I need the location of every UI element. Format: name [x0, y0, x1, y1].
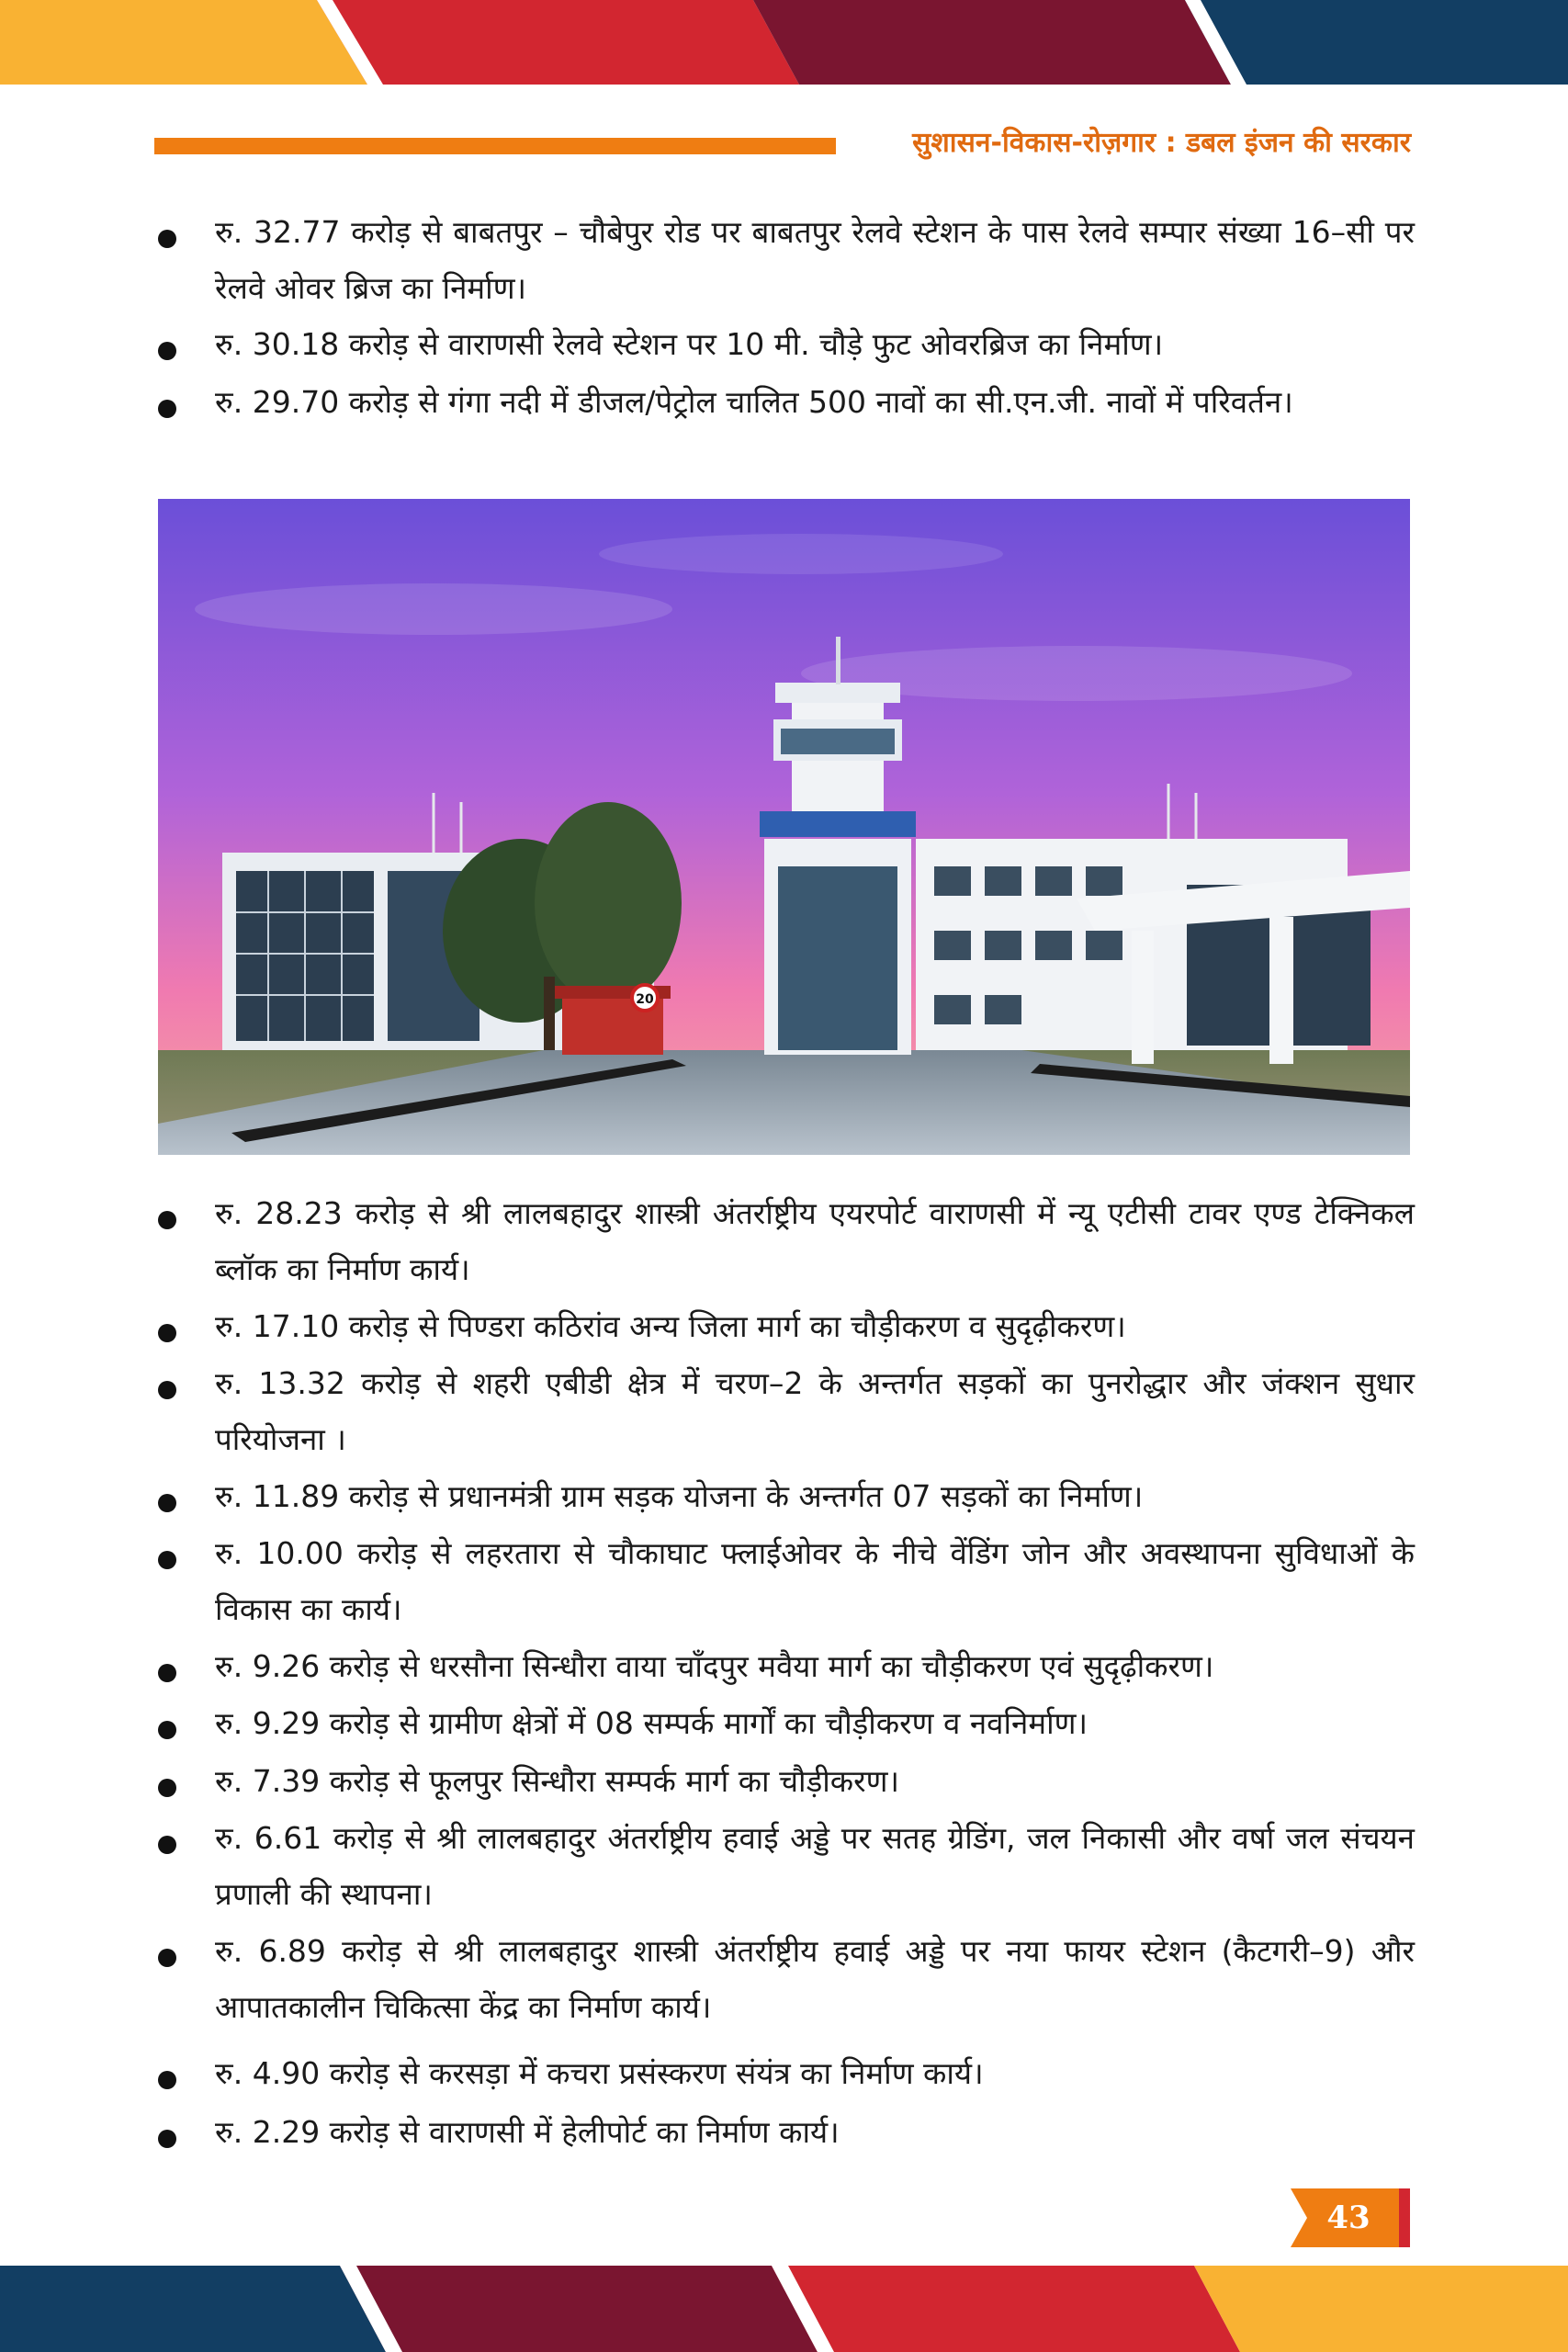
list-item-text: रु. 7.39 करोड़ से फूलपुर सिन्धौरा सम्पर्क मार्ग का चौड़ीकरण। — [215, 1763, 899, 1799]
bullet-icon — [158, 1664, 176, 1682]
list-item-text: रु. 4.90 करोड़ से करसड़ा में कचरा प्रसंस्करण संयंत्र का निर्माण कार्य। — [215, 2055, 984, 2091]
bullet-icon — [158, 342, 176, 360]
bullet-icon — [158, 1211, 176, 1229]
bullet-icon — [158, 2071, 176, 2089]
bullet-icon — [158, 400, 176, 418]
list-item-text: रु. 9.29 करोड़ से ग्रामीण क्षेत्रों में 08 सम्पर्क मार्गों का चौड़ीकरण व नवनिर्माण। — [215, 1705, 1089, 1741]
page-number: 43 — [1326, 2199, 1371, 2236]
list-item-text: रु. 11.89 करोड़ से प्रधानमंत्री ग्राम सड़क योजना के अन्तर्गत 07 सड़कों का निर्माण। — [215, 1478, 1144, 1514]
bullet-icon — [158, 1721, 176, 1739]
list-item-text: रु. 6.61 करोड़ से श्री लालबहादुर अंतर्राष्ट्रीय हवाई अड्डे पर सतह ग्रेडिंग, जल निकासी और वर्षा जल संचयन प्रणाली की स्थापना। — [215, 1820, 1415, 1912]
bullet-icon — [158, 1836, 176, 1854]
list-item-text: रु. 17.10 करोड़ से पिण्डरा कठिरांव अन्य जिला मार्ग का चौड़ीकरण व सुदृढ़ीकरण। — [215, 1308, 1126, 1344]
header-title: सुशासन-विकास-रोज़गार : डबल इंजन की सरकार — [912, 127, 1411, 159]
bullet-icon — [158, 1949, 176, 1967]
list-item-text: रु. 13.32 करोड़ से शहरी एबीडी क्षेत्र में चरण–2 के अन्तर्गत सड़कों का पुनरोद्धार और जंक्शन सुधार परियोजना । — [215, 1365, 1415, 1457]
list-item-text: रु. 10.00 करोड़ से लहरतारा से चौकाघाट फ्लाईओवर के नीचे वेंडिंग जोन और अवस्थापना सुविधाओं के विकास का कार्य। — [215, 1535, 1415, 1627]
bullet-icon — [158, 230, 176, 248]
speed-limit-sign: 20 — [636, 992, 654, 1007]
list-item-text: रु. 6.89 करोड़ से श्री लालबहादुर शास्त्री अंतर्राष्ट्रीय हवाई अड्डे पर नया फायर स्टेशन (कैटगरी–9) और आपातकालीन चिकित्सा केंद्र का निर्माण कार्य। — [215, 1933, 1415, 2025]
bottom-color-band — [0, 2266, 1568, 2350]
airport-photo — [158, 499, 1410, 1155]
bullet-icon — [158, 1779, 176, 1797]
page-number-badge — [1281, 2188, 1410, 2247]
bullet-icon — [158, 1494, 176, 1512]
list-item-text: रु. 28.23 करोड़ से श्री लालबहादुर शास्त्री अंतर्राष्ट्रीय एयरपोर्ट वाराणसी में न्यू एटीसी टावर एण्ड टेक्निकल ब्लॉक का निर्माण कार्य। — [215, 1195, 1415, 1287]
list-item-text: रु. 29.70 करोड़ से गंगा नदी में डीजल/पेट्रोल चालित 500 नावों का सी.एन.जी. नावों में परिवर्तन। — [215, 384, 1293, 420]
bullet-icon — [158, 1551, 176, 1569]
list-item-text: रु. 30.18 करोड़ से वाराणसी रेलवे स्टेशन पर 10 मी. चौड़े फुट ओवरब्रिज का निर्माण। — [215, 326, 1164, 362]
list-item-text: रु. 9.26 करोड़ से धरसौना सिन्धौरा वाया चाँदपुर मवैया मार्ग का चौड़ीकरण एवं सुदृढ़ीकरण। — [215, 1648, 1214, 1684]
bullet-icon — [158, 1381, 176, 1399]
list-item-text: रु. 32.77 करोड़ से बाबतपुर – चौबेपुर रोड पर बाबतपुर रेलवे स्टेशन के पास रेलवे सम्पार संख्या 16–सी पर रेलवे ओवर ब्रिज का निर्माण। — [215, 214, 1415, 306]
bullet-icon — [158, 2130, 176, 2148]
bullet-icon — [158, 1324, 176, 1342]
list-item-text: रु. 2.29 करोड़ से वाराणसी में हेलीपोर्ट का निर्माण कार्य। — [215, 2114, 840, 2150]
